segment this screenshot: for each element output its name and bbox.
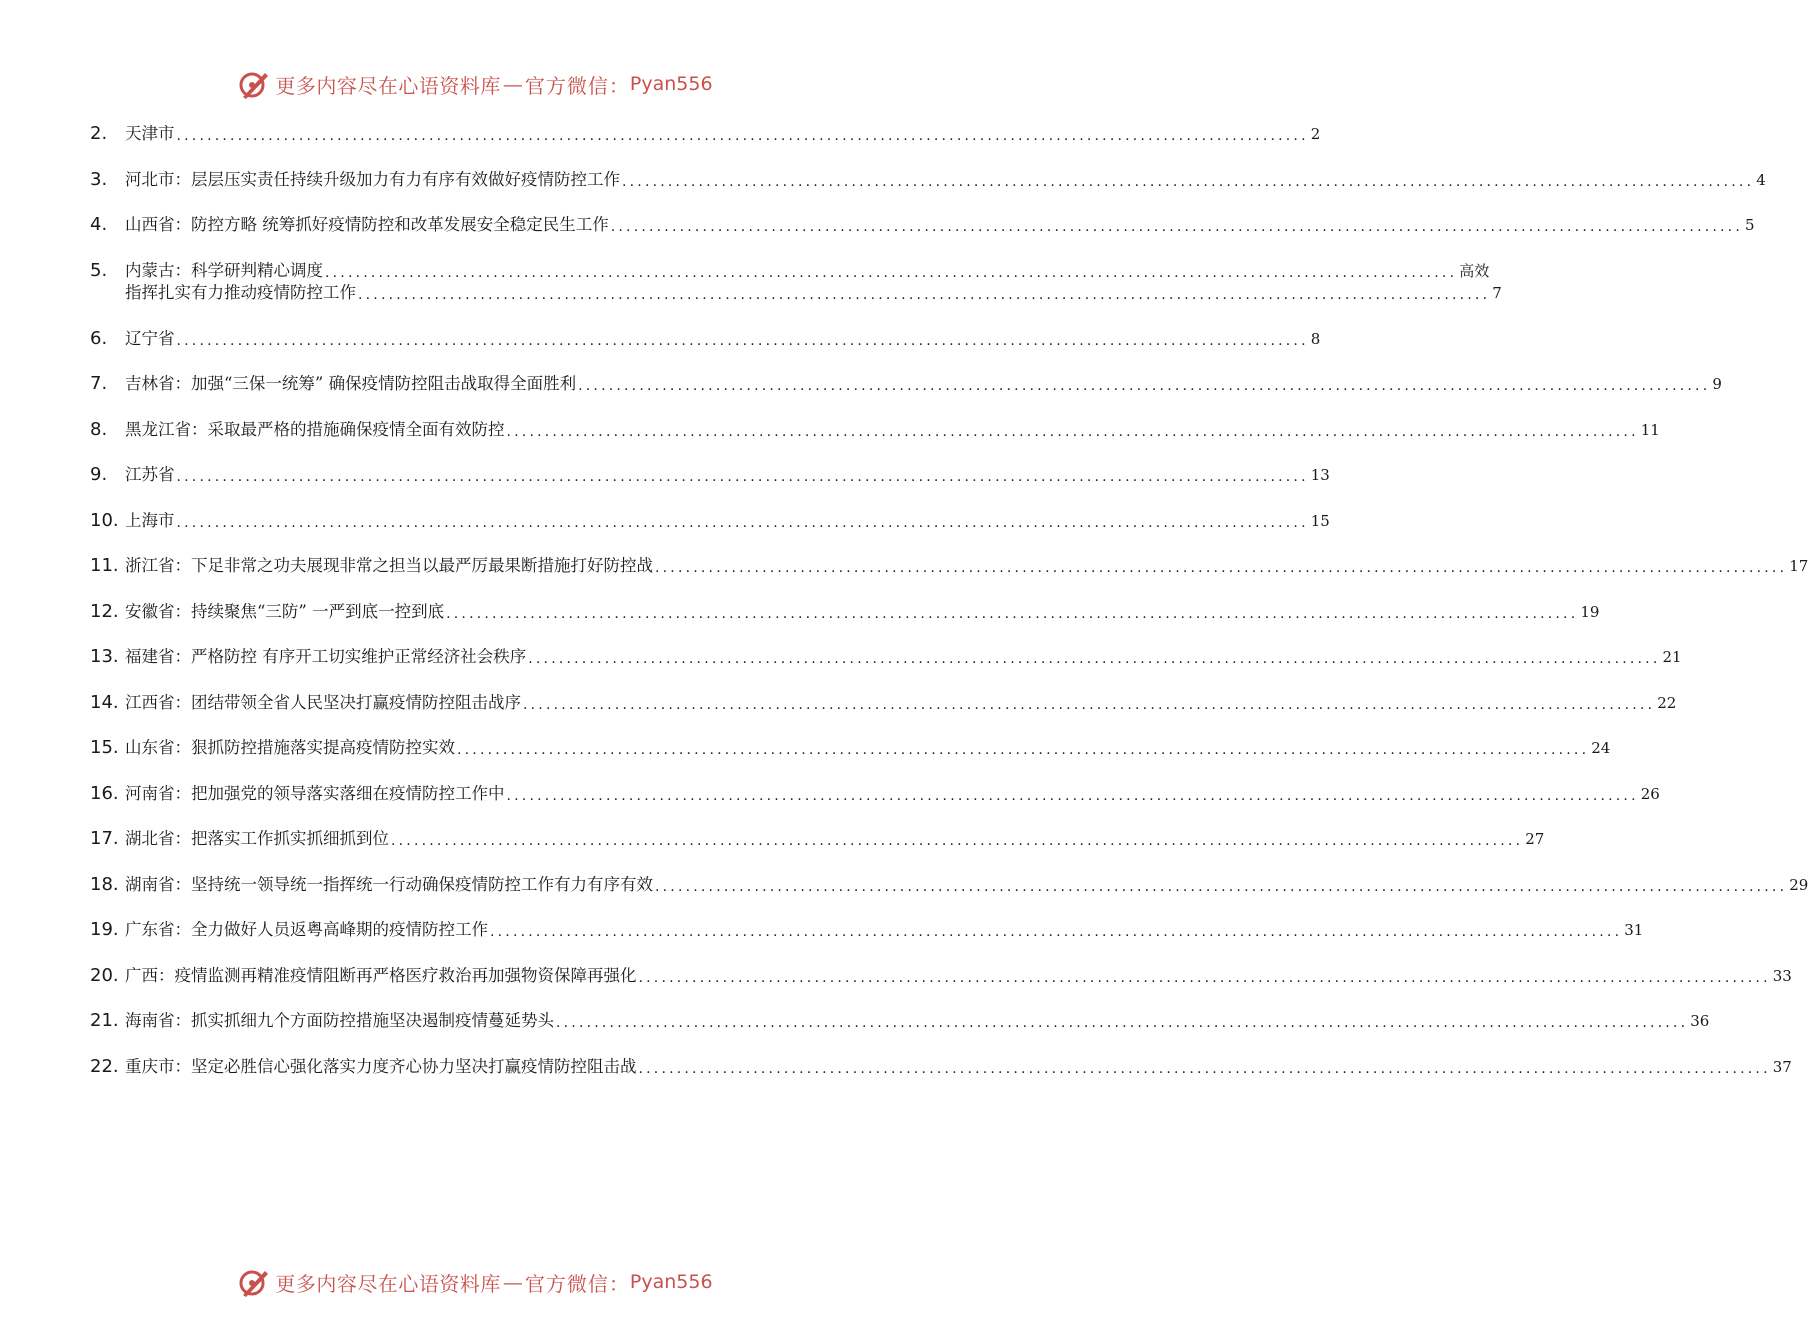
toc-entry[interactable] [90,737,1611,759]
toc-leader-dots: .................................................................................................................................................... [610,219,1743,235]
toc-leader-dots: .................................................................................................................................................... [176,128,1309,144]
banner-label: 官方微信： [524,73,630,98]
toc-leader-dots: .................................................................................................................................................... [638,1061,1771,1077]
toc-entry-title: 江苏省 [125,465,175,484]
toc-entry-title: 湖南省：坚持统一领导统一指挥统一行动确保疫情防控工作有力有序有效 [125,875,653,894]
toc-entry-number: 10. [90,510,119,531]
banner-text: 更多内容尽在心语资料库 [275,73,501,98]
toc-entry-number: 18. [90,874,119,895]
toc-entry-number: 12. [90,601,119,622]
toc-entry-page: 11 [1640,421,1660,439]
toc-entry-number: 9. [90,464,108,485]
toc-entry-number: 15. [90,737,119,758]
pen-logo-icon [237,67,271,101]
toc-entry[interactable] [90,692,1677,714]
toc-leader-dots: .................................................................................................................................................... [176,333,1309,349]
toc-entry-page: 26 [1640,785,1660,803]
toc-entry-title: 重庆市：坚定必胜信心强化落实力度齐心协力坚决打赢疫情防控阻击战 [125,1057,637,1076]
toc-leader-dots: .................................................................................................................................................... [325,265,1458,281]
toc-entry-title: 广东省：全力做好人员返粤高峰期的疫情防控工作 [125,920,488,939]
toc-entry[interactable] [90,646,1682,668]
toc-entry-page: 33 [1772,967,1792,985]
toc-leader-dots: .................................................................................................................................................... [556,1015,1689,1031]
toc-entry-page: 24 [1591,739,1611,757]
toc-leader-dots: .................................................................................................................................................... [506,424,1639,440]
toc-entry-title: 河北市：层层压实责任持续升级加力有力有序有效做好疫情防控工作 [125,170,620,189]
toc-entry[interactable] [90,464,1330,486]
banner-text: 更多内容尽在心语资料库 [275,1271,501,1296]
toc-entry-title: 天津市 [125,124,175,143]
toc-entry-number: 7. [90,373,108,394]
toc-entry-page: 31 [1624,921,1644,939]
toc-entry-title-tail: 高效 [1459,262,1490,280]
toc-entry-title: 辽宁省 [125,329,175,348]
toc-entry-title: 上海市 [125,511,175,530]
toc-entry-title: 山东省：狠抓防控措施落实提高疫情防控实效 [125,738,455,757]
toc-entry-number: 6. [90,328,108,349]
toc-entry-page: 19 [1580,603,1600,621]
toc-entry-page: 22 [1657,694,1677,712]
toc-entry-page: 5 [1744,216,1755,234]
toc-entry-page: 13 [1310,466,1330,484]
toc-entry-title: 江西省：团结带领全省人民坚决打赢疫情防控阻击战序 [125,693,521,712]
footer-banner [0,1262,950,1302]
toc-entry-title: 浙江省：下足非常之功夫展现非常之担当以最严厉最果断措施打好防控战 [125,556,653,575]
toc-entry[interactable] [90,373,1722,395]
toc-entry[interactable] [90,123,1321,145]
toc-leader-dots: .................................................................................................................................................... [578,378,1711,394]
toc-entry-title: 黑龙江省：采取最严格的措施确保疫情全面有效防控 [125,420,505,439]
toc-entry-title: 福建省：严格防控 有序开工切实维护正常经济社会秩序 [125,647,527,666]
toc-entry-page: 17 [1789,557,1809,575]
toc-entry-number: 22. [90,1056,119,1077]
toc-entry[interactable] [90,1010,1710,1032]
toc-leader-dots: .................................................................................................................................................... [528,651,1661,667]
toc-leader-dots: .................................................................................................................................................... [523,697,1656,713]
toc-entry[interactable] [90,601,1600,623]
toc-entry[interactable] [90,510,1330,532]
toc-entry-page: 21 [1662,648,1682,666]
header-banner [0,64,950,104]
toc-entry-number: 19. [90,919,119,940]
toc-entry-number: 8. [90,419,108,440]
toc-entry[interactable] [90,828,1545,850]
toc-entry-page: 37 [1772,1058,1792,1076]
toc-entry-title: 山西省：防控方略 统筹抓好疫情防控和改革发展安全稳定民生工作 [125,215,609,234]
toc-entry-title: 广西：疫情监测再精准疫情阻断再严格医疗救治再加强物资保障再强化 [125,966,637,985]
toc-entry-title: 安徽省：持续聚焦“三防” 一严到底一控到底 [125,602,445,621]
toc-entry-page: 8 [1310,330,1321,348]
toc-entry-number: 17. [90,828,119,849]
toc-leader-dots: .................................................................................................................................................... [490,924,1623,940]
toc-entry-page: 9 [1712,375,1722,393]
toc-entry-page: 7 [1492,284,1502,302]
toc-entry[interactable] [90,965,1792,987]
banner-wechat-id: Pyan556 [629,73,713,95]
toc-leader-dots: .................................................................................................................................................... [622,174,1755,190]
toc-entry[interactable] [90,169,1766,191]
toc-entry-number: 4. [90,214,108,235]
pen-logo-icon [237,1265,271,1299]
toc-entry-page: 29 [1789,876,1809,894]
toc-leader-dots: .................................................................................................................................................... [655,560,1788,576]
toc-entry-page: 2 [1310,125,1321,143]
toc-entry-page: 36 [1690,1012,1710,1030]
toc-entry-title: 河南省：把加强党的领导落实落细在疫情防控工作中 [125,784,505,803]
toc-leader-dots: .................................................................................................................................................... [358,287,1491,303]
toc-entry[interactable] [90,874,1809,896]
toc-leader-dots: .................................................................................................................................................... [176,515,1309,531]
toc-entry-title: 湖北省：把落实工作抓实抓细抓到位 [125,829,389,848]
banner-label: 官方微信： [524,1271,630,1296]
toc-entry[interactable] [90,555,1809,577]
toc-leader-dots: .................................................................................................................................................... [446,606,1579,622]
toc-entry-number: 2. [90,123,108,144]
banner-dash: — [502,72,523,96]
toc-entry[interactable] [90,260,1502,304]
toc-entry-number: 16. [90,783,119,804]
toc-entry[interactable] [90,919,1644,941]
toc-entry-page: 15 [1310,512,1330,530]
toc-leader-dots: .................................................................................................................................................... [655,879,1788,895]
toc-entry-page: 27 [1525,830,1545,848]
toc-leader-dots: .................................................................................................................................................... [457,742,1590,758]
toc-entry-title: 海南省：抓实抓细九个方面防控措施坚决遏制疫情蔓延势头 [125,1011,554,1030]
toc-entry-number: 13. [90,646,119,667]
toc-entry-title: 吉林省：加强“三保一统筹” 确保疫情防控阻击战取得全面胜利 [125,374,577,393]
toc-entry-number: 20. [90,965,119,986]
toc-leader-dots: .................................................................................................................................................... [391,833,1524,849]
toc-entry-number: 3. [90,169,108,190]
toc-entry-number: 11. [90,555,119,576]
toc-entry[interactable] [90,328,1321,350]
toc-entry-number: 5. [90,260,108,281]
toc-entry[interactable] [90,214,1755,236]
toc-entry[interactable] [90,1056,1792,1078]
toc-leader-dots: .................................................................................................................................................... [638,970,1771,986]
toc-entry[interactable] [90,419,1660,441]
toc-leader-dots: .................................................................................................................................................... [176,469,1309,485]
toc-entry-number: 21. [90,1010,119,1031]
banner-dash: — [502,1270,523,1294]
toc-entry-title: 内蒙古：科学研判精心调度 [125,261,323,280]
toc-entry-page: 4 [1756,171,1766,189]
toc-entry[interactable] [90,783,1660,805]
banner-wechat-id: Pyan556 [629,1271,713,1293]
toc-entry-number: 14. [90,692,119,713]
toc-entry-title-line2: 指挥扎实有力推动疫情防控工作 [125,283,356,302]
toc-leader-dots: .................................................................................................................................................... [506,788,1639,804]
